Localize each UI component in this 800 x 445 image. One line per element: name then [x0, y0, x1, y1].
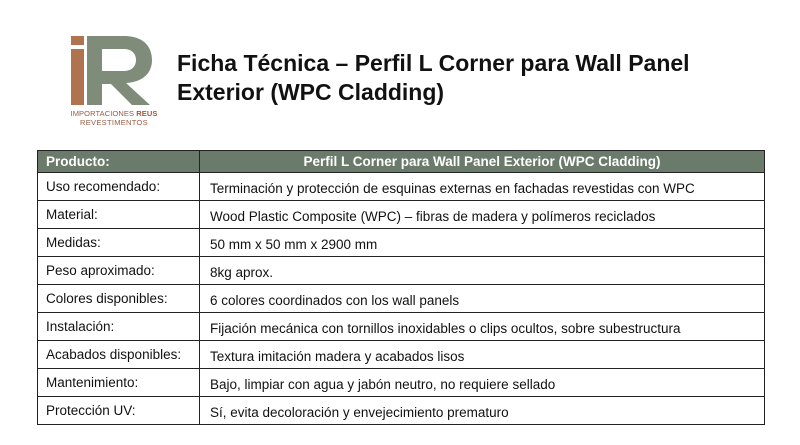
row-value: 6 colores coordinados con los wall panels — [200, 285, 765, 313]
table-row — [38, 397, 765, 425]
row-label: Mantenimiento: — [38, 369, 200, 397]
table-row — [38, 257, 765, 285]
table-row — [38, 369, 765, 397]
row-value: Bajo, limpiar con agua y jabón neutro, no requiere sellado — [200, 369, 765, 397]
brand-name: IMPORTACIONES REUS — [70, 109, 158, 118]
company-logo — [66, 33, 162, 133]
row-label: Medidas: — [38, 229, 200, 257]
table-header-row — [38, 151, 765, 173]
row-label: Material: — [38, 201, 200, 229]
table-row — [38, 285, 765, 313]
row-label: Instalación: — [38, 313, 200, 341]
spec-table — [37, 150, 765, 425]
table-row — [38, 173, 765, 201]
row-value: Textura imitación madera y acabados lisos — [200, 341, 765, 369]
row-value: 8kg aprox. — [200, 257, 765, 285]
ir-monogram-icon — [66, 33, 162, 109]
row-label: Uso recomendado: — [38, 173, 200, 201]
row-value: Fijación mecánica con tornillos inoxidables o clips ocultos, sobre subestructura — [200, 313, 765, 341]
row-label: Peso aproximado: — [38, 257, 200, 285]
header-label: Producto: — [38, 151, 200, 173]
row-value: Terminación y protección de esquinas externas en fachadas revestidas con WPC — [200, 173, 765, 201]
row-label: Colores disponibles: — [38, 285, 200, 313]
table-row — [38, 229, 765, 257]
table-row — [38, 201, 765, 229]
page-title: Ficha Técnica – Perfil L Corner para Wall Panel Exterior (WPC Cladding) — [177, 50, 690, 105]
brand-tagline: REVESTIMENTOS — [80, 118, 148, 127]
row-value: Sí, evita decoloración y envejecimiento prematuro — [200, 397, 765, 425]
row-value: 50 mm x 50 mm x 2900 mm — [200, 229, 765, 257]
table-row — [38, 313, 765, 341]
row-label: Acabados disponibles: — [38, 341, 200, 369]
header-value: Perfil L Corner para Wall Panel Exterior (WPC Cladding) — [200, 151, 765, 173]
table-row — [38, 341, 765, 369]
row-value: Wood Plastic Composite (WPC) – fibras de madera y polímeros reciclados — [200, 201, 765, 229]
row-label: Protección UV: — [38, 397, 200, 425]
